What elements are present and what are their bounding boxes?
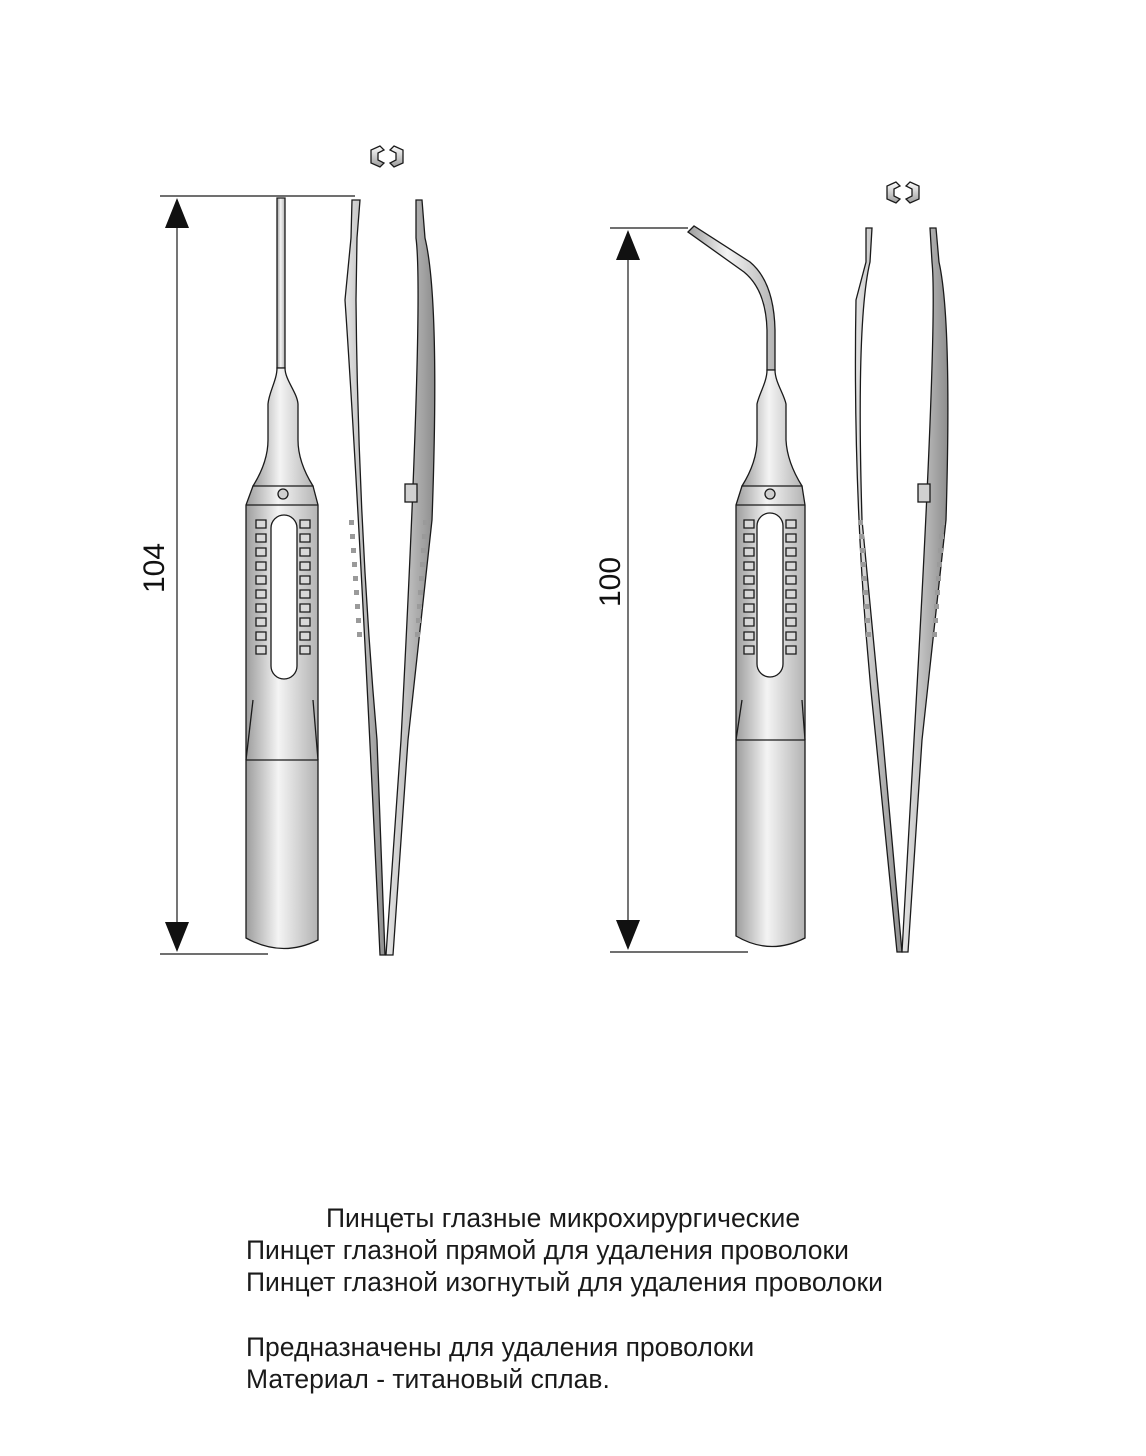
curved-forceps-side-view (855, 228, 947, 952)
tip-section-icon-left (371, 146, 403, 167)
caption-purpose: Предназначены для удаления проволоки (246, 1332, 755, 1362)
dimension-line-right (610, 228, 748, 952)
caption-line-straight: Пинцет глазной прямой для удаления проволоки (246, 1235, 849, 1265)
straight-forceps-front-view (246, 198, 318, 949)
caption-material: Материал - титановый сплав. (246, 1364, 610, 1394)
caption-line-curved: Пинцет глазной изогнутый для удаления проволоки (246, 1267, 883, 1297)
tip-section-icon-right (887, 182, 919, 203)
dimension-label-left: 104 (138, 542, 171, 594)
caption-title: Пинцеты глазные микрохирургические (326, 1203, 801, 1233)
dimension-label-right: 100 (594, 556, 627, 608)
straight-forceps-side-view (345, 200, 435, 955)
curved-forceps-front-view (688, 226, 805, 947)
caption-block (246, 1202, 1066, 1395)
caption-spacer (246, 1298, 1066, 1331)
